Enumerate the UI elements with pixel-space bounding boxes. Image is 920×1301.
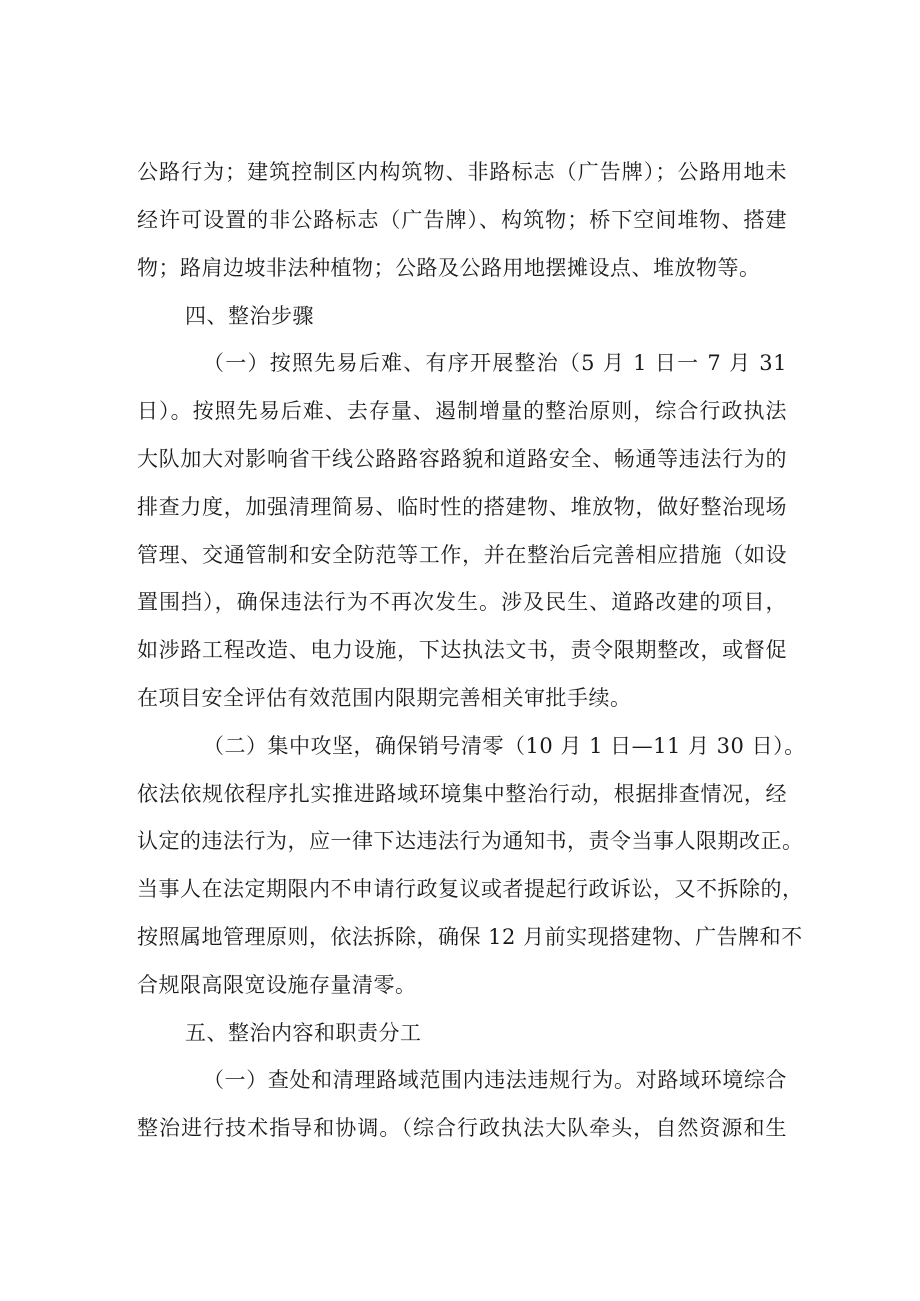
body-line-18: 合规限高限宽设施存量清零。 [137,973,417,997]
body-line-2: 经许可设置的非公路标志（广告牌）、构筑物；桥下空间堆物、搭建 [137,208,787,232]
body-line-8: 排查力度，加强清理简易、临时性的搭建物、堆放物，做好整治现场 [137,495,787,519]
body-line-3: 物；路肩边坡非法种植物；公路及公路用地摆摊设点、堆放物等。 [137,256,761,280]
body-line-15: 认定的违法行为，应一律下达违法行为通知书，责令当事人限期改正。 [137,829,804,853]
body-line-1: 公路行为；建筑控制区内构筑物、非路标志（广告牌）；公路用地未 [137,160,787,184]
section-heading-4: 四、整治步骤 [185,304,314,328]
body-line-9: 管理、交通管制和安全防范等工作，并在整治后完善相应措施（如设 [137,543,787,567]
body-line-7: 大队加大对影响省干线公路路容路貌和道路安全、畅通等违法行为的 [137,447,787,471]
body-line-21: 整治进行技术指导和协调。（综合行政执法大队牵头，自然资源和生 [137,1116,787,1140]
body-line-17: 按照属地管理原则，依法拆除，确保 12 月前实现搭建物、广告牌和不 [137,925,803,949]
body-line-10: 置围挡），确保违法行为不再次发生。涉及民生、道路改建的项目， [137,590,787,614]
body-line-14: 依法依规依程序扎实推进路域环境集中整治行动，根据排查情况，经 [137,782,787,806]
body-line-6: 日）。按照先易后难、去存量、遏制增量的整治原则，综合行政执法 [137,399,787,423]
body-line-16: 当事人在法定期限内不申请行政复议或者提起行政诉讼，又不拆除的， [137,877,804,901]
section-heading-5: 五、整治内容和职责分工 [185,1021,422,1045]
body-line-11: 如涉路工程改造、电力设施，下达执法文书，责令限期整改，或督促 [137,638,787,662]
body-line-12: 在项目安全评估有效范围内限期完善相关审批手续。 [137,686,632,710]
subsection-heading-4-1: （一）按照先易后难、有序开展整治（5 月 1 日一 7 月 31 [203,351,787,375]
subsection-heading-4-2: （二）集中攻坚，确保销号清零（10 月 1 日—11 月 30 日）。 [203,734,806,758]
subsection-heading-5-1: （一）查处和清理路域范围内违法违规行为。对路域环境综合 [203,1068,787,1092]
